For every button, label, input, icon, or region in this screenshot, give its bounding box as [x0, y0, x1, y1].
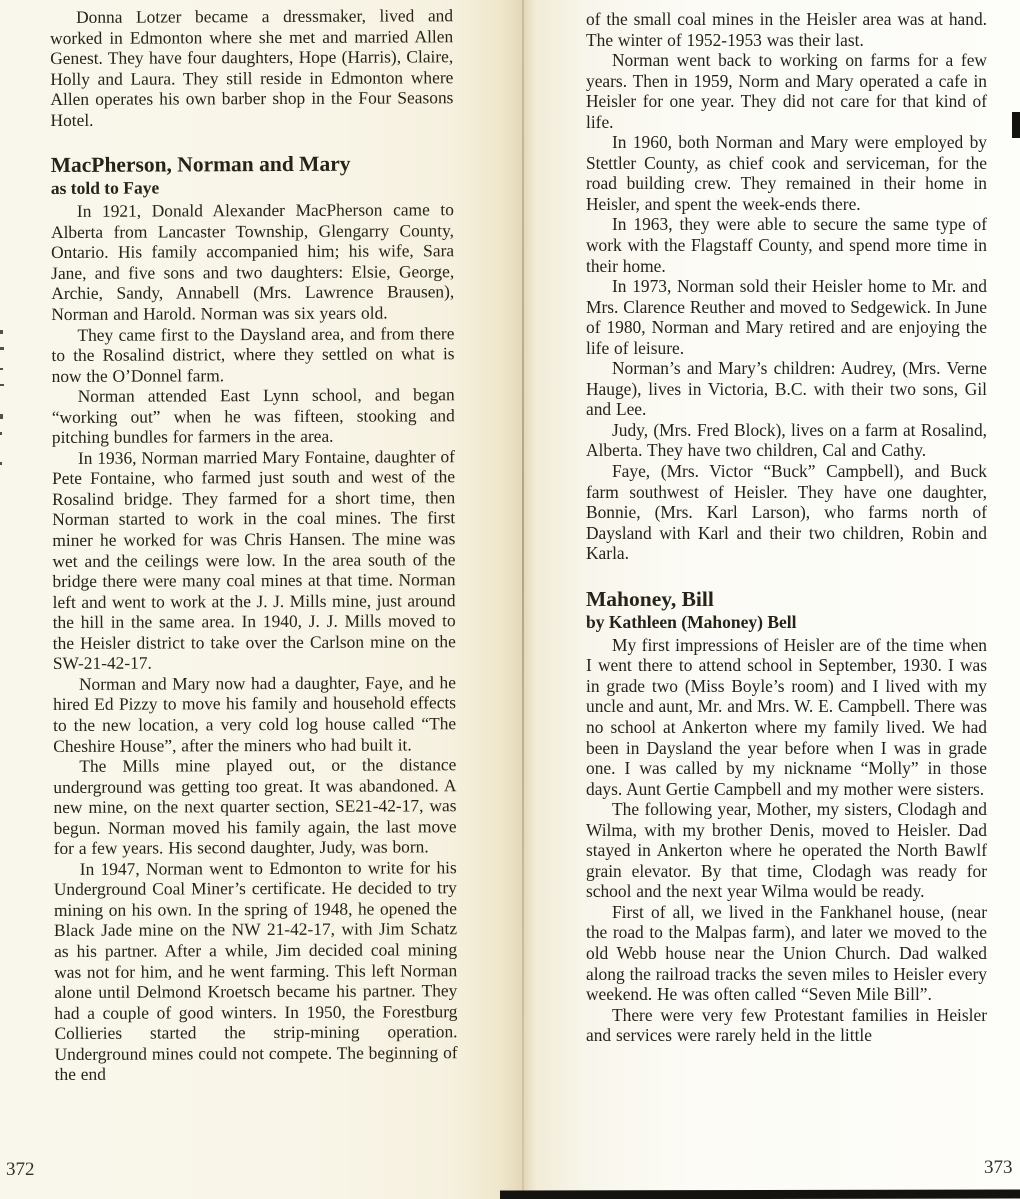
- paragraph: First of all, we lived in the Fankhanel house, (near the road to the Malpas farm), and later we moved to the old Webb house near the Union Church. Dad walked along the railroad tracks the seven miles to Heisler every weekend. He was often called “Seven Mile Bill”.: [586, 901, 987, 1005]
- scan-artifact-right-edge-mark: [1012, 112, 1020, 138]
- paragraph: of the small coal mines in the Heisler area was at hand. The winter of 1952-1953 was their last.: [586, 9, 987, 50]
- scan-artifact-left-edge-mark: [0, 414, 3, 419]
- section-subheading: by Kathleen (Mahoney) Bell: [586, 611, 797, 632]
- paragraph: In 1936, Norman married Mary Fontaine, daughter of Pete Fontaine, who farmed just south and west of the Rosalind bridge. They farmed for a short time, then Norman started to work in the coal mines. The first miner he worked for was Chris Hansen. The mine was wet and the ceilings were low. In the area south of the bridge there were many coal mines at that time. Norman left and went to work at the J. J. Mills mine, just around the hill in the same area. In 1940, J. J. Mills moved to the Heisler district to take over the Carlson mine on the SW-21-42-17.: [52, 446, 456, 674]
- page-number-left: 372: [6, 1159, 35, 1180]
- scan-artifact-left-edge-mark: [0, 330, 3, 334]
- paragraph: Donna Lotzer became a dressmaker, lived and worked in Edmonton where she met and married Allen Genest. They have four daughters, Hope (Harris), Claire, Holly and Laura. They still reside in Edmonton where Allen operates his own barber shop in the Four Seasons Hotel.: [50, 5, 454, 130]
- paragraph: In 1947, Norman went to Edmonton to write for his Underground Coal Miner’s certificate. He decided to try mining on his own. In the spring of 1948, he opened the Black Jade mine on the NW 21-42-17, with Jim Schatz as his partner. After a while, Jim decided coal mining was not for him, and he went farming. This left Norman alone until Delmond Kroetsch became his partner. They had a couple of good winters. In 1950, the Forestburg Collieries started the strip-mining operation. Underground mines could not compete. The beginning of the end: [53, 857, 458, 1085]
- paragraph: The following year, Mother, my sisters, Clodagh and Wilma, with my brother Denis, moved to Heisler. Dad stayed in Ankerton where he operated the North Bawlf grain elevator. By that time, Clodagh was ready for school and the next year Wilma would be ready.: [586, 799, 987, 902]
- scan-artifact-left-edge-mark: [0, 347, 4, 350]
- paragraph: My first impressions of Heisler are of the time when I went there to attend school in September, 1930. I was in grade two (Miss Boyle’s room) and I lived with my uncle and aunt, Mr. and Mrs. W. E. Campbell. There was no school at Ankerton where my family lived. We had been in Daysland the year before when I was in grade one. I was called by my nickname “Molly” in those days. Aunt Gertie Campbell and my mother were sisters.: [586, 634, 987, 799]
- paragraph: In 1963, they were able to secure the same type of work with the Flagstaff County, and spend more time in their home.: [586, 214, 987, 276]
- left-page-text-column: [50, 5, 458, 1085]
- paragraph: The Mills mine played out, or the distance underground was getting too great. It was abandoned. A new mine, on the next quarter section, SE21-42-17, was begun. Norman moved his family again, the last move for a few years. His second daughter, Judy, was born.: [53, 754, 457, 859]
- paragraph: In 1960, both Norman and Mary were employed by Stettler County, as chief cook and serviceman, for the road building crew. They remained in their home in Heisler, and spent the week-ends there.: [586, 132, 987, 214]
- scan-artifact-left-edge-mark: [0, 432, 2, 435]
- paragraph: Norman’s and Mary’s children: Audrey, (Mrs. Verne Hauge), lives in Victoria, B.C. with their two sons, Gil and Lee.: [586, 358, 987, 420]
- right-page-text-column: [586, 9, 987, 1046]
- page-gutter-seam: [522, 0, 524, 1199]
- scan-artifact-left-edge-mark: [0, 368, 3, 370]
- section-subheading: as told to Faye: [50, 177, 160, 199]
- paragraph: Judy, (Mrs. Fred Block), lives on a farm at Rosalind, Alberta. They have two children, Cal and Cathy.: [586, 419, 987, 461]
- section-heading: Mahoney, Bill: [586, 586, 714, 611]
- paragraph: Faye, (Mrs. Victor “Buck” Campbell), and Buck farm southwest of Heisler. They have one daughter, Bonnie, (Mrs. Karl Larson), who farms north of Daysland with Karl and their two children, Robin and Karla.: [586, 461, 987, 564]
- scan-artifact-left-edge-mark: [0, 462, 2, 465]
- paragraph: In 1921, Donald Alexander MacPherson came to Alberta from Lancaster Township, Glengarry County, Ontario. His family accompanied him; his wife, Sara Jane, and five sons and two daughters: Elsie, George, Archie, Sandy, Annabell (Mrs. Lawrence Brausen), Norman and Harold. Norman was six years old.: [50, 199, 455, 325]
- paragraph: Norman attended East Lynn school, and began “working out” when he was fifteen, stooking and pitching bundles for farmers in the area.: [51, 384, 455, 448]
- scan-artifact-bottom-strip: [500, 1190, 1020, 1199]
- paragraph: Norman went back to working on farms for a few years. Then in 1959, Norm and Mary operated a cafe in Heisler for one year. They did not care for that kind of life.: [586, 50, 987, 132]
- paragraph: There were very few Protestant families in Heisler and services were rarely held in the little: [586, 1004, 987, 1046]
- page-number-right: 373: [984, 1157, 1013, 1178]
- section-heading: MacPherson, Norman and Mary: [50, 151, 351, 178]
- paragraph: They came first to the Daysland area, and from there to the Rosalind district, where they settled on what is now the O’Donnel farm.: [51, 322, 455, 386]
- paragraph: Norman and Mary now had a daughter, Faye, and he hired Ed Pizzy to move his family and household effects to the new location, a very cold log house called “The Cheshire House”, after the miners who had built it.: [52, 672, 457, 756]
- scan-artifact-left-edge-mark: [0, 384, 4, 386]
- paragraph: In 1973, Norman sold their Heisler home to Mr. and Mrs. Clarence Reuther and moved to Sedgewick. In June of 1980, Norman and Mary retired and are enjoying the life of leisure.: [586, 276, 987, 358]
